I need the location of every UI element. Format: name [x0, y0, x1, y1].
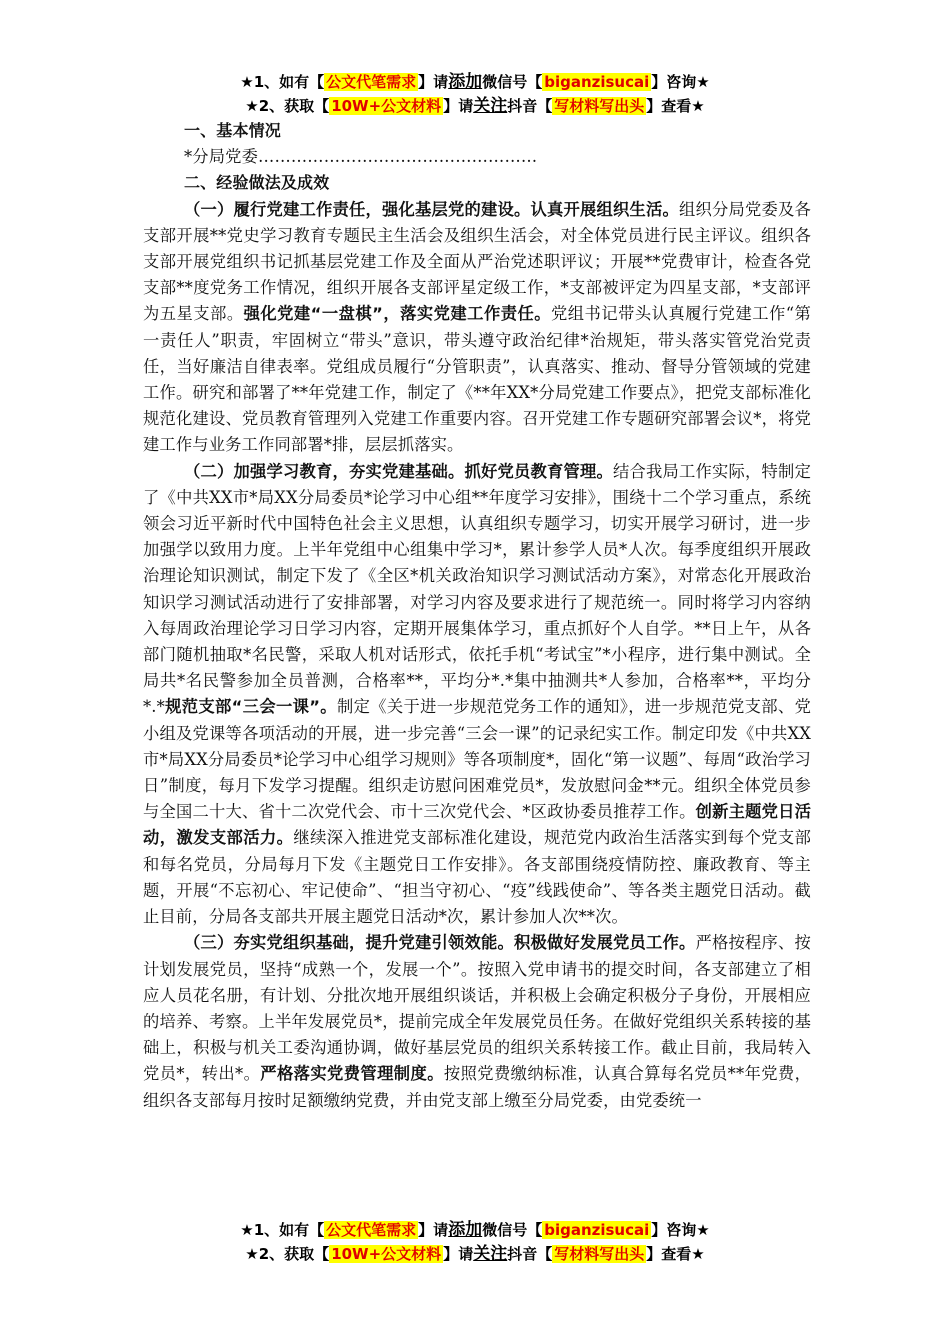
section-1-title: （一）履行党建工作责任，强化基层党的建设。认真开展组织生活。	[184, 199, 680, 219]
section-2-text-3: 继续深入推进党支部标准化建设，规范党内政治生活落实到每个党支部和每名党员，分局每月下发《主题党日工作安排》。各支部围绕疫情防控、廉政教育、等主题，开展“不忘初心、牢记使命”、“担当守初心、“疫”线践使命”、等各类主题党日活动。截止目前，分局各支部共开展主题党日活动*次，累计参加人次**次。	[143, 828, 812, 927]
banner-text: 】请	[418, 1221, 449, 1239]
banner-highlight: 公文代笔需求	[326, 1221, 417, 1239]
promo-banner-top-line-2	[0, 94, 950, 118]
section-3-subtitle: 严格落实党费管理制度。	[260, 1064, 444, 1084]
section-2-text-2: 制定《关于进一步规范党务工作的通知》，进一步规范党支部、党小组及党课等各项活动的开展，进一步完善“三会一课”的记录纪实工作。制定印发《中共XX市*局XX分局委员*论学习中心组学习规则》等各项制度*，固化“第一议题”、每周“政治学习日”制度，每月下发学习提醒。组织走访慰问困难党员*，发放慰问金**元。组织全体党员参与全国二十大、省十二次党代会、市十三次党代会、*区政协委员推荐工作。	[143, 697, 811, 822]
banner-underline: 关注	[473, 96, 508, 116]
banner-underline: 添加	[448, 1220, 483, 1240]
section-3-title: （三）夯实党组织基础，提升党建引领效能。积极做好发展党员工作。	[184, 933, 696, 953]
promo-banner-bottom-line-1	[0, 1218, 950, 1242]
banner-wechat-id: biganzisucai	[544, 73, 650, 91]
section-1-text-1: 组织分局党委及各支部开展**党史学习教育专题民主生活会及组织生活会，对全体党员进行民主评议。组织各支部开展党组织书记抓基层党建工作及全面从严治党述职评议；开展**党费审计，检查各党支部**度党务工作情况，组织开展各支部评星定级工作，*支部被评定为四星支部，*支部评为五星支部。	[143, 199, 811, 324]
banner-underline: 添加	[448, 72, 483, 92]
banner-douyin-id: 写材料写出头	[554, 97, 645, 115]
banner-text: ★1、如有【	[240, 73, 325, 91]
section-3-paragraph	[143, 930, 811, 1113]
document-body	[143, 118, 811, 1114]
banner-text: ★1、如有【	[240, 1221, 325, 1239]
heading-experience: 二、经验做法及成效	[184, 173, 330, 193]
banner-highlight: 10W+公文材料	[331, 1245, 442, 1263]
banner-highlight: 10W+公文材料	[331, 97, 442, 115]
section-2-subtitle-2: 创新主题党日活动，激发支部活力。	[143, 802, 811, 848]
section-3-text-2: 按照党费缴纳标准，认真合算每名党员**年党费，组织各支部每月按时足额缴纳党费，并由党支部上缴至分局党委，由党委统一	[143, 1064, 812, 1110]
section-1-subtitle: 强化党建“一盘棋”，落实党建工作责任。	[243, 304, 552, 324]
section-3-text-1: 严格按程序、按计划发展党员，坚持“成熟一个，发展一个”。按照入党申请书的提交时间，各支部建立了相应人员花名册，有计划、分批次地开展组织谈话，并积极上会确定积极分子身份，开展相应的培养、考察。上半年发展党员*，提前完成全年发展党员任务。在做好党组织关系转接的基础上，积极与机关工委沟通协调，做好基层党员的组织关系转接工作。截止目前，我局转入党员*，转出*。	[143, 933, 811, 1084]
section-1-text-2: 党组书记带头认真履行党建工作“第一责任人”职责，牢固树立“带头”意识，带头遵守政治纪律*治规矩，带头落实管党治党责任，当好廉洁自律表率。党组成员履行“分管职责”，认真落实、推动、督导分管领域的党建工作。研究和部署了**年党建工作，制定了《**年XX*分局党建工作要点》，把党支部标准化规范化建设、党员教育管理列入党建工作重要内容。召开党建工作专题研究部署会议*，将党建工作与业务工作同部署*排，层层抓落实。	[143, 304, 811, 455]
banner-highlight: 公文代笔需求	[326, 73, 417, 91]
section-2-text-1: 结合我局工作实际，特制定了《中共XX市*局XX分局委员*论学习中心组**年度学习安排》，围绕十二个学习重点，系统领会习近平新时代中国特色社会主义思想，认真组织专题学习，切实开展学习研讨，进一步加强学以致用力度。上半年党组中心组集中学习*，累计参学人员*人次。每季度组织开展政治理论知识测试，制定下发了《全区*机关政治知识学习测试活动方案》，对常态化开展政治知识学习测试活动进行了安排部署，对学习内容及要求进行了规范统一。同时将学习内容纳入每周政治理论学习日学习内容，定期开展集体学习，重点抓好个人自学。**日上午，从各部门随机抽取*名民警，采取人机对话形式，依托手机“考试宝”*小程序，进行集中测试。全局共*名民警参加全员普测，合格率**，平均分*.*集中抽测共*人参加，合格率**，平均分*.*	[143, 461, 811, 717]
banner-wechat-id: biganzisucai	[544, 1221, 650, 1239]
banner-text: 抖音【	[507, 97, 553, 115]
banner-douyin-id: 写材料写出头	[554, 1245, 645, 1263]
section-1-paragraph	[143, 197, 811, 459]
banner-text: 】请	[418, 73, 449, 91]
banner-text: 】查看★	[646, 1245, 705, 1263]
banner-text: 抖音【	[507, 1245, 553, 1263]
banner-text: 】查看★	[646, 97, 705, 115]
basic-info-paragraph: *分局党委……………………………………………	[184, 147, 538, 167]
banner-text: 微信号【	[482, 73, 543, 91]
section-2-paragraph	[143, 459, 811, 931]
banner-text: 】咨询★	[651, 73, 710, 91]
heading-basic-info: 一、基本情况	[184, 121, 281, 140]
banner-text: 】请	[443, 97, 474, 115]
banner-underline: 关注	[473, 1244, 508, 1264]
banner-text: 微信号【	[482, 1221, 543, 1239]
banner-text: ★2、获取【	[245, 1245, 330, 1263]
section-2-title: （二）加强学习教育，夯实党建基础。抓好党员教育管理。	[184, 461, 614, 481]
section-2-subtitle-1: 规范支部“三会一课”。	[164, 697, 337, 717]
promo-banner-bottom-line-2	[0, 1242, 950, 1266]
promo-banner-top-line-1	[0, 70, 950, 94]
banner-text: 】请	[443, 1245, 474, 1263]
banner-text: ★2、获取【	[245, 97, 330, 115]
banner-text: 】咨询★	[651, 1221, 710, 1239]
